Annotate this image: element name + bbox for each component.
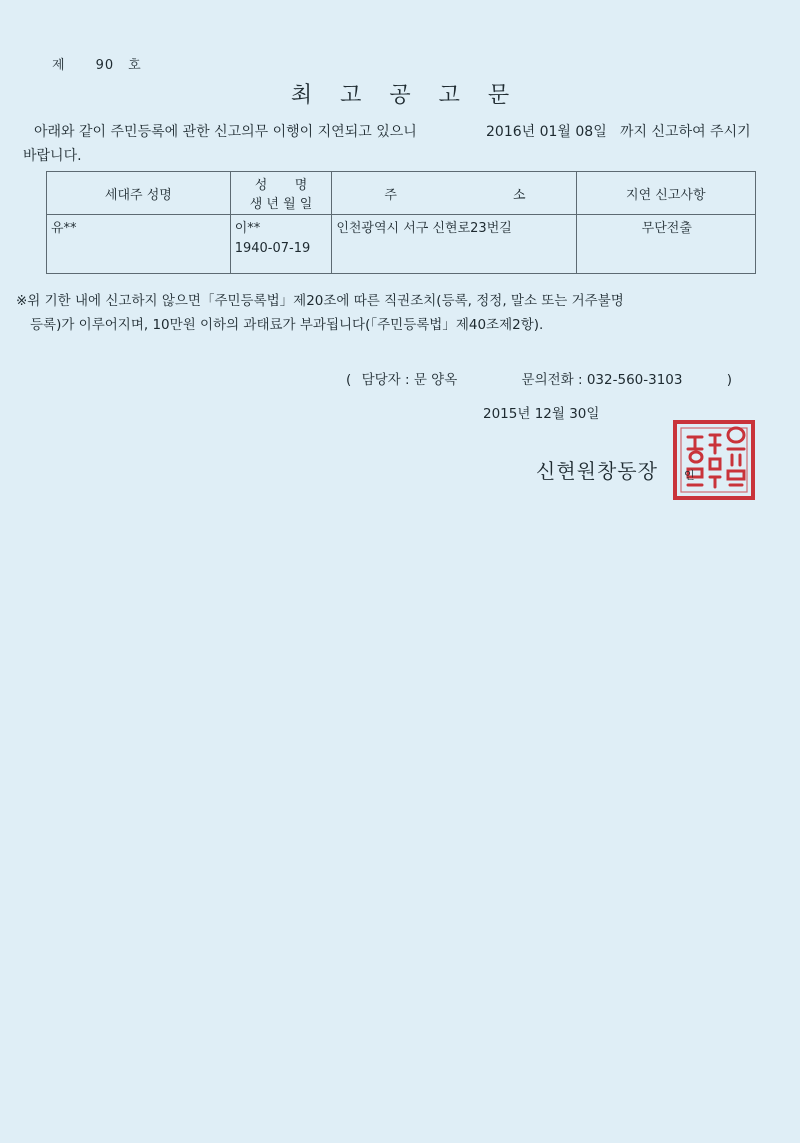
- report-value: 무단전출: [641, 221, 692, 236]
- header-name-birth: [230, 172, 332, 215]
- name-birth-values: [231, 215, 332, 259]
- intro-line2: 바랍니다.: [23, 148, 82, 164]
- doc-number-prefix: 제: [52, 58, 66, 73]
- document-number: [52, 54, 142, 73]
- header-name-a: 성: [254, 178, 268, 193]
- doc-number-value: 90: [95, 58, 115, 73]
- cell-householder: [47, 215, 231, 274]
- header-addr-a: 주: [384, 187, 397, 203]
- contact-close: ): [726, 372, 733, 388]
- header-name: [231, 174, 332, 193]
- doc-number-suffix: 호: [128, 58, 142, 73]
- notice-line1: ※위 기한 내에 신고하지 않으면「주민등록법」제20조에 따른 직권조치(등록, 정정, 말소 또는 거주불명: [16, 293, 624, 309]
- address-value: 인천광역시 서구 신현로23번길: [336, 221, 512, 236]
- householder-value: 유**: [51, 221, 77, 236]
- name-value: 이**: [234, 221, 261, 236]
- notice-table: [46, 171, 756, 274]
- seal-mark: 인: [684, 469, 695, 482]
- manager-label: 담당자 : 문 양옥: [361, 372, 458, 388]
- header-householder: [47, 172, 231, 215]
- page-title: 최고공고문: [290, 83, 538, 108]
- table-row: [47, 215, 756, 274]
- issue-date: 2015년 12월 30일: [483, 406, 600, 422]
- header-name-b: 명: [294, 178, 308, 193]
- table-header-row: [47, 172, 756, 215]
- header-report-label: 지연 신고사항: [626, 187, 706, 203]
- header-report: [576, 172, 755, 215]
- header-addr-b: 소: [513, 187, 526, 203]
- official-seal-icon: [672, 419, 756, 501]
- intro-line1-start: 아래와 같이 주민등록에 관한 신고의무 이행이 지연되고 있으니: [34, 124, 417, 140]
- phone-label: 문의전화 : 032-560-3103: [521, 372, 683, 388]
- notice-line2: 등록)가 이루어지며, 10만원 이하의 과태료가 부과됩니다(「주민등록법」제40조제2항).: [30, 317, 544, 333]
- cell-address: [332, 215, 576, 274]
- header-birth: 생 년 월 일: [249, 197, 313, 212]
- issuer-name: 신현원창동장: [536, 459, 658, 483]
- contact-info: [346, 368, 732, 388]
- cell-name-birth: [230, 215, 332, 274]
- intro-line1-end: 까지 신고하여 주시기: [620, 124, 751, 140]
- header-householder-label: 세대주 성명: [104, 187, 172, 203]
- birth-value: 1940-07-19: [234, 241, 311, 256]
- contact-open: (: [346, 372, 352, 388]
- deadline-date: 2016년 01월 08일: [486, 124, 607, 140]
- cell-report: [576, 215, 755, 274]
- header-address: [332, 172, 576, 215]
